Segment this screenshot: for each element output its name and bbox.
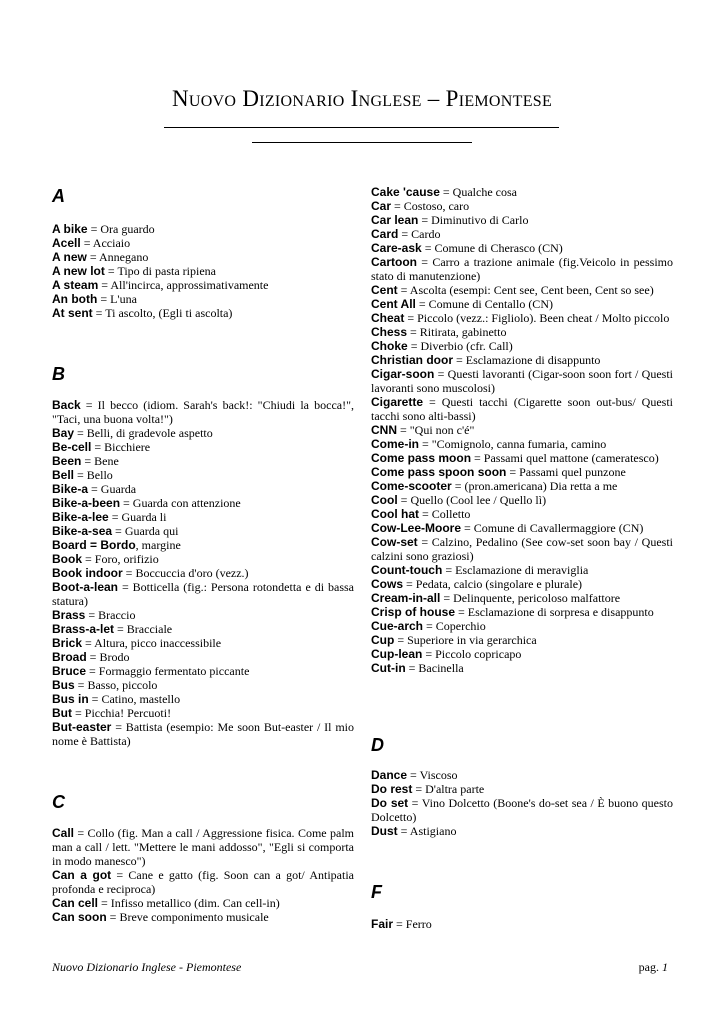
entry-term: Cheat <box>371 311 405 325</box>
dictionary-entry <box>52 264 354 278</box>
entry-definition: = Calzino, Pedalino (See cow-set soon bay / Questi calzini sono graziosi) <box>371 535 673 563</box>
dictionary-entry <box>371 395 673 423</box>
entry-definition: = Comune di Cherasco (CN) <box>421 241 563 255</box>
entry-definition: = "Qui non c'é" <box>397 423 475 437</box>
entry-term: Car <box>371 199 392 213</box>
dictionary-entry <box>371 493 673 507</box>
entry-definition: = Bicchiere <box>91 440 151 454</box>
entry-definition: = Comune di Centallo (CN) <box>415 297 553 311</box>
entry-definition: = Comune di Cavallermaggiore (CN) <box>461 521 644 535</box>
entry-definition: = "Comignolo, canna fumaria, camino <box>419 437 607 451</box>
entry-definition: = Altura, picco inaccessibile <box>82 636 222 650</box>
entry-definition: = Botticella (fig.: Persona rotondetta e di bassa statura) <box>52 580 354 608</box>
dictionary-entry <box>52 278 354 292</box>
dictionary-entry <box>371 241 673 255</box>
dictionary-entry <box>371 563 673 577</box>
entry-term: Brass <box>52 608 86 622</box>
entry-term: Cigarette <box>371 395 424 409</box>
section-b-entries <box>52 398 354 748</box>
dictionary-entry <box>371 227 673 241</box>
entry-definition: = Quello (Cool lee / Quello lì) <box>397 493 547 507</box>
entry-definition: = Braccio <box>85 608 136 622</box>
entry-definition: = Ti ascolto, (Egli ti ascolta) <box>92 306 233 320</box>
entry-definition: = Ferro <box>393 917 432 931</box>
dictionary-entry <box>371 917 673 931</box>
page-label: pag. <box>638 960 659 974</box>
entry-definition: = Carro a trazione animale (fig.Veicolo in pessimo stato di manutenzione) <box>371 255 673 283</box>
section-f-entries <box>371 917 673 931</box>
dictionary-entry <box>52 236 354 250</box>
dictionary-entry <box>371 451 673 465</box>
dictionary-entry <box>52 250 354 264</box>
entry-term: Call <box>52 826 75 840</box>
dictionary-entry <box>371 507 673 521</box>
dictionary-entry <box>371 605 673 619</box>
entry-definition: = Belli, di gradevole aspetto <box>74 426 213 440</box>
dictionary-entry <box>52 580 354 608</box>
entry-term: Book <box>52 552 82 566</box>
title-rule-long <box>164 127 559 128</box>
entry-term: Cup-lean <box>371 647 423 661</box>
entry-definition: = (pron.americana) Dia retta a me <box>451 479 618 493</box>
entry-term: Book indoor <box>52 566 123 580</box>
entry-term: Bus <box>52 678 75 692</box>
entry-definition: = Cardo <box>398 227 441 241</box>
dictionary-entry <box>371 325 673 339</box>
section-a-entries <box>52 222 354 320</box>
entry-term: CNN <box>371 423 397 437</box>
entry-definition: = Delinquente, pericoloso malfattore <box>440 591 621 605</box>
dictionary-entry <box>371 647 673 661</box>
entry-definition: = Formaggio fermentato piccante <box>86 664 250 678</box>
entry-term: Come-scooter <box>371 479 452 493</box>
entry-term: A new lot <box>52 264 105 278</box>
section-c-continued-entries <box>371 185 673 675</box>
dictionary-entry <box>52 868 354 896</box>
entry-term: Boot-a-lean <box>52 580 118 594</box>
entry-definition: = Brodo <box>86 650 130 664</box>
dictionary-entry <box>371 661 673 675</box>
section-c-entries <box>52 826 354 924</box>
dictionary-entry <box>371 619 673 633</box>
entry-term: Christian door <box>371 353 454 367</box>
dictionary-entry <box>371 283 673 297</box>
dictionary-entry <box>52 440 354 454</box>
entry-term: Bus in <box>52 692 89 706</box>
dictionary-entry <box>371 796 673 824</box>
entry-term: Bruce <box>52 664 87 678</box>
dictionary-entry <box>371 577 673 591</box>
entry-definition: = Guarda <box>88 482 137 496</box>
entry-definition: = Ora guardo <box>87 222 155 236</box>
entry-definition: = Coperchio <box>423 619 486 633</box>
entry-definition: = Infisso metallico (dim. Can cell-in) <box>98 896 280 910</box>
entry-term: Cows <box>371 577 404 591</box>
entry-term: Chess <box>371 325 408 339</box>
dictionary-entry <box>52 678 354 692</box>
title-rule-short <box>252 142 472 143</box>
dictionary-entry <box>52 692 354 706</box>
entry-term: Cartoon <box>371 255 417 269</box>
entry-definition: = Pedata, calcio (singolare e plurale) <box>403 577 583 591</box>
entry-definition: = Diminutivo di Carlo <box>418 213 529 227</box>
footer-title: Nuovo Dizionario Inglese - Piemontese <box>52 960 242 974</box>
dictionary-entry <box>52 622 354 636</box>
dictionary-entry <box>371 591 673 605</box>
entry-term: Cow-set <box>371 535 418 549</box>
entry-definition: = Piccolo (vezz.: Figliolo). Been cheat / Molto piccolo <box>404 311 670 325</box>
dictionary-entry <box>371 339 673 353</box>
entry-term: Dance <box>371 768 408 782</box>
entry-definition: = Vino Dolcetto (Boone's do-set sea / È buono questo Dolcetto) <box>371 796 673 824</box>
dictionary-entry <box>371 633 673 647</box>
entry-term: A new <box>52 250 87 264</box>
dictionary-entry <box>52 650 354 664</box>
dictionary-entry <box>371 213 673 227</box>
entry-definition: = Guarda con attenzione <box>120 496 241 510</box>
entry-term: Count-touch <box>371 563 443 577</box>
entry-definition: = Picchia! Percuoti! <box>72 706 172 720</box>
section-letter-f: F <box>371 882 382 902</box>
dictionary-entry <box>371 437 673 451</box>
entry-term: Can cell <box>52 896 99 910</box>
dictionary-entry <box>52 566 354 580</box>
dictionary-entry <box>52 826 354 868</box>
dictionary-entry <box>52 636 354 650</box>
dictionary-entry <box>371 423 673 437</box>
dictionary-entry <box>52 454 354 468</box>
dictionary-entry <box>52 538 354 552</box>
dictionary-entry <box>371 199 673 213</box>
entry-term: Dust <box>371 824 398 838</box>
entry-definition: = Esclamazione di sorpresa e disappunto <box>455 605 654 619</box>
entry-term: A bike <box>52 222 88 236</box>
dictionary-entry <box>371 521 673 535</box>
section-letter-c: C <box>52 792 65 812</box>
dictionary-entry <box>371 768 673 782</box>
dictionary-entry <box>52 706 354 720</box>
entry-definition: = Diverbio (cfr. Call) <box>407 339 513 353</box>
entry-term: Do set <box>371 796 409 810</box>
entry-definition: = Costoso, caro <box>391 199 470 213</box>
entry-definition: = Passami quel punzone <box>506 465 626 479</box>
entry-definition: = Colletto <box>419 507 471 521</box>
section-letter-d: D <box>371 735 384 755</box>
entry-term: Cent All <box>371 297 416 311</box>
entry-term: Bay <box>52 426 75 440</box>
dictionary-entry <box>371 535 673 563</box>
entry-definition: = Guarda li <box>108 510 167 524</box>
entry-definition: = Catino, mastello <box>88 692 181 706</box>
entry-term: Come pass spoon soon <box>371 465 507 479</box>
entry-definition: = Battista (esempio: Me soon But-easter / Il mio nome è Battista) <box>52 720 354 748</box>
entry-term: Car lean <box>371 213 419 227</box>
entry-definition: = Boccuccia d'oro (vezz.) <box>122 566 249 580</box>
dictionary-entry <box>52 552 354 566</box>
entry-definition: = Acciaio <box>80 236 131 250</box>
dictionary-entry <box>52 524 354 538</box>
dictionary-entry <box>52 426 354 440</box>
entry-definition: = Ritirata, gabinetto <box>407 325 507 339</box>
dictionary-entry <box>371 367 673 395</box>
entry-term: Brick <box>52 636 83 650</box>
entry-definition: = Il becco (idiom. Sarah's back!: "Chiudi la bocca!", "Taci, una buona volta!") <box>52 398 354 426</box>
entry-term: Cent <box>371 283 398 297</box>
dictionary-entry <box>371 297 673 311</box>
entry-definition: = Esclamazione di disappunto <box>453 353 601 367</box>
dictionary-entry <box>371 255 673 283</box>
entry-term: Come-in <box>371 437 419 451</box>
entry-term: Bike-a-sea <box>52 524 113 538</box>
dictionary-entry <box>52 910 354 924</box>
dictionary-entry <box>52 496 354 510</box>
dictionary-entry <box>52 608 354 622</box>
entry-definition: = Superiore in via gerarchica <box>394 633 537 647</box>
dictionary-entry <box>371 782 673 796</box>
dictionary-entry <box>52 510 354 524</box>
entry-term: Brass-a-let <box>52 622 115 636</box>
entry-term: An both <box>52 292 98 306</box>
entry-definition: = Questi lavoranti (Cigar-soon soon fort / Questi lavoranti sono muscolosi) <box>371 367 673 395</box>
entry-definition: = Foro, orifizio <box>82 552 159 566</box>
dictionary-entry <box>371 465 673 479</box>
entry-definition: = D'altra parte <box>412 782 485 796</box>
entry-term: Acell <box>52 236 81 250</box>
section-letter-b: B <box>52 364 65 384</box>
entry-definition: = Bene <box>81 454 119 468</box>
entry-term: Come pass moon <box>371 451 472 465</box>
entry-definition: = Tipo di pasta ripiena <box>104 264 216 278</box>
dictionary-entry <box>52 292 354 306</box>
entry-term: Bell <box>52 468 75 482</box>
entry-term: Cake 'cause <box>371 185 440 199</box>
entry-term: Fair <box>371 917 394 931</box>
entry-term: Cream-in-all <box>371 591 441 605</box>
entry-definition: = Breve componimento musicale <box>106 910 269 924</box>
dictionary-entry <box>371 824 673 838</box>
entry-term: Can a got <box>52 868 112 882</box>
entry-term: Cue-arch <box>371 619 424 633</box>
entry-term: Bike-a-lee <box>52 510 109 524</box>
entry-definition: = Basso, piccolo <box>74 678 158 692</box>
section-letter-a: A <box>52 186 65 206</box>
entry-definition: = Cane e gatto (fig. Soon can a got/ Antipatia profonda e reciproca) <box>52 868 355 896</box>
entry-definition: = Qualche cosa <box>439 185 517 199</box>
dictionary-entry <box>371 353 673 367</box>
section-d-entries <box>371 768 673 838</box>
entry-term: Cool hat <box>371 507 419 521</box>
entry-term: Been <box>52 454 82 468</box>
entry-term: Crisp of house <box>371 605 456 619</box>
entry-definition: = All'incirca, approssimativamente <box>98 278 269 292</box>
entry-term: Board = Bordo <box>52 538 136 552</box>
entry-definition: = Astigiano <box>397 824 457 838</box>
entry-definition: = Passami quel mattone (cameratesco) <box>471 451 659 465</box>
entry-definition: = Questi tacchi (Cigarette soon out-bus/ Questi tacchi sono alti-bassi) <box>371 395 673 423</box>
dictionary-entry <box>52 468 354 482</box>
entry-term: Be-cell <box>52 440 92 454</box>
entry-term: Choke <box>371 339 408 353</box>
dictionary-entry <box>52 398 354 426</box>
dictionary-entry <box>52 664 354 678</box>
entry-term: Can soon <box>52 910 107 924</box>
entry-term: Cow-Lee-Moore <box>371 521 461 535</box>
entry-term: Broad <box>52 650 87 664</box>
entry-definition: = Collo (fig. Man a call / Aggressione fisica. Come palm man a call / lett. "Mettere le mani addosso", "Egli si comporta in modo manesco") <box>52 826 354 868</box>
dictionary-entry <box>371 311 673 325</box>
entry-term: Cool <box>371 493 398 507</box>
entry-term: Bike-a-been <box>52 496 121 510</box>
footer-page <box>639 960 668 975</box>
entry-term: But-easter <box>52 720 112 734</box>
entry-definition: = Viscoso <box>407 768 458 782</box>
entry-definition: = Piccolo copricapo <box>422 647 522 661</box>
entry-definition: = Bracciale <box>114 622 173 636</box>
entry-term: Cup <box>371 633 395 647</box>
entry-definition: = L'una <box>97 292 137 306</box>
entry-term: Bike-a <box>52 482 89 496</box>
dictionary-entry <box>52 482 354 496</box>
entry-term: A steam <box>52 278 99 292</box>
entry-definition: = Annegano <box>86 250 149 264</box>
dictionary-entry <box>371 479 673 493</box>
entry-term: Cigar-soon <box>371 367 435 381</box>
dictionary-entry <box>52 896 354 910</box>
entry-definition: = Guarda qui <box>112 524 179 538</box>
document-title: Nuovo Dizionario Inglese – Piemontese <box>171 86 553 111</box>
dictionary-entry <box>371 185 673 199</box>
dictionary-entry <box>52 222 354 236</box>
entry-term: Do rest <box>371 782 413 796</box>
page-number: 1 <box>662 960 668 974</box>
entry-term: But <box>52 706 72 720</box>
entry-term: Back <box>52 398 81 412</box>
entry-definition: = Bello <box>74 468 113 482</box>
entry-definition: = Esclamazione di meraviglia <box>442 563 589 577</box>
entry-term: At sent <box>52 306 93 320</box>
entry-definition: = Ascolta (esempi: Cent see, Cent been, Cent so see) <box>397 283 654 297</box>
entry-definition: = Bacinella <box>405 661 464 675</box>
entry-term: Card <box>371 227 399 241</box>
entry-term: Cut-in <box>371 661 406 675</box>
entry-definition: , margine <box>135 538 181 552</box>
dictionary-entry <box>52 306 354 320</box>
dictionary-entry <box>52 720 354 748</box>
entry-term: Care-ask <box>371 241 422 255</box>
